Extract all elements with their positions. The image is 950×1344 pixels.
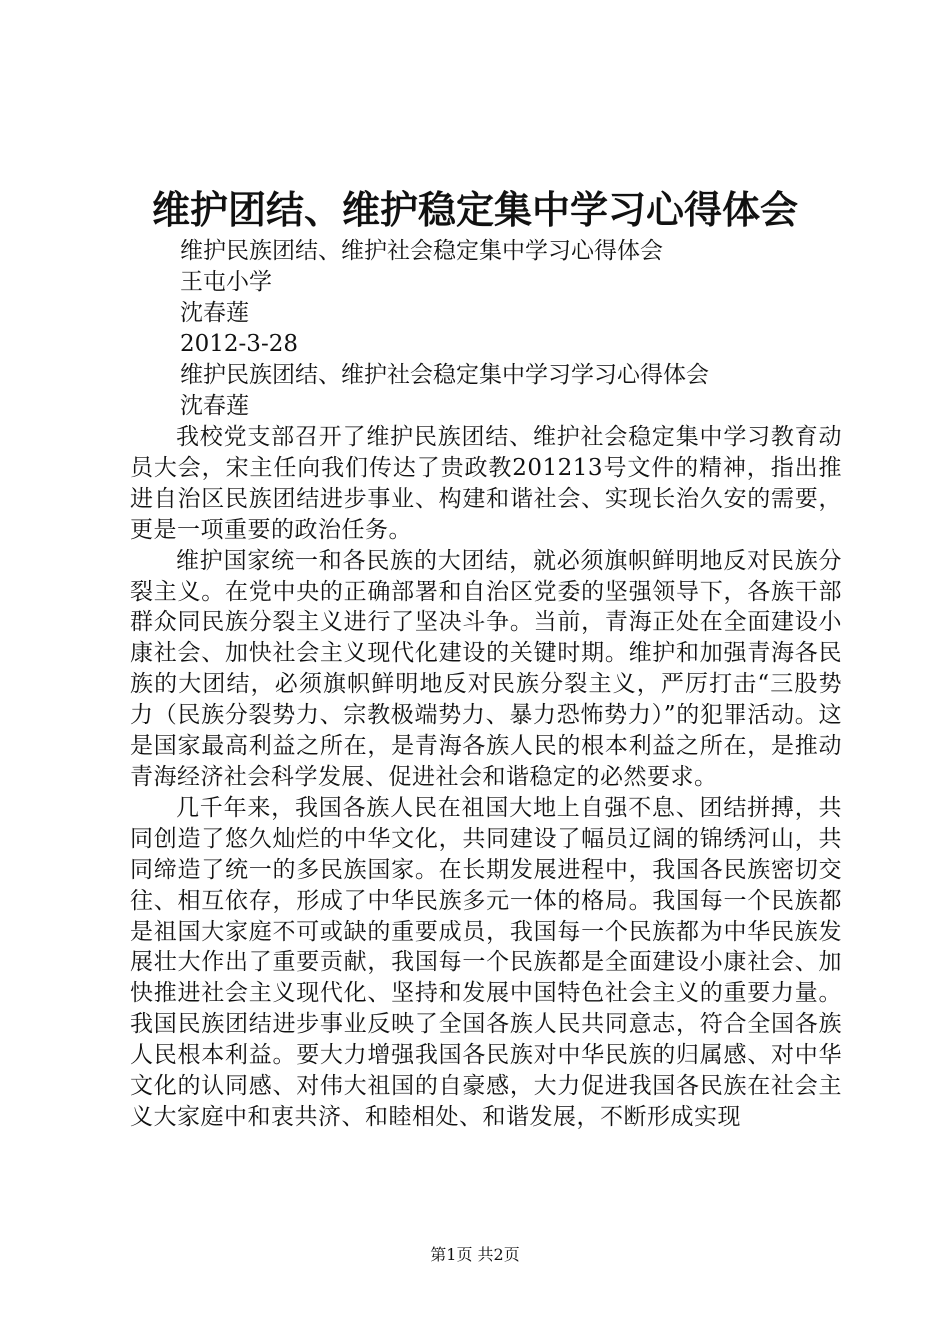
school-name: 王屯小学 (180, 269, 272, 295)
subtitle-line: 维护民族团结、维护社会稳定集中学习心得体会 (180, 238, 663, 264)
body-paragraph-2: 维护国家统一和各民族的大团结，就必须旗帜鲜明地反对民族分裂主义。在党中央的正确部署和自治区党委的坚强领导下，各族干部群众同民族分裂主义进行了坚决斗争。当前，青海正处在全面建设小康社会、加快社会主义现代化建设的关键时期。维护和加强青海各民族的大团结，必须旗帜鲜明地反对民族分裂主义，严厉打击“三股势力（民族分裂势力、宗教极端势力、暴力恐怖势力）”的犯罪活动。这是国家最高利益之所在，是青海各族人民的根本利益之所在，是推动青海经济社会科学发展、促进社会和谐稳定的必然要求。 (130, 547, 842, 790)
page-footer: 第1页 共2页 (430, 1245, 520, 1264)
section-author: 沈春莲 (180, 393, 249, 419)
body-paragraph-3: 几千年来，我国各族人民在祖国大地上自强不息、团结拼搏，共同创造了悠久灿烂的中华文化，共同建设了幅员辽阔的锦绣河山，共同缔造了统一的多民族国家。在长期发展进程中，我国各民族密切交往、相互依存，形成了中华民族多元一体的格局。我国每一个民族都是祖国大家庭不可或缺的重要成员，我国每一个民族都为中华民族发展壮大作出了重要贡献，我国每一个民族都是全面建设小康社会、加快推进社会主义现代化、坚持和发展中国特色社会主义的重要力量。我国民族团结进步事业反映了全国各族人民共同意志，符合全国各族人民根本利益。要大力增强我国各民族对中华民族的归属感、对中华文化的认同感、对伟大祖国的自豪感，大力促进我国各民族在社会主义大家庭中和衷共济、和睦相处、和谐发展，不断形成实现 (130, 794, 842, 1130)
document-body (130, 422, 842, 1133)
document-date: 2012-3-28 (180, 331, 298, 357)
document-title: 维护团结、维护稳定集中学习心得体会 (151, 187, 798, 232)
body-paragraph-1: 我校党支部召开了维护民族团结、维护社会稳定集中学习教育动员大会，宋主任向我们传达了贵政教201213号文件的精神，指出推进自治区民族团结进步事业、构建和谐社会、实现长治久安的需要，更是一项重要的政治任务。 (130, 424, 842, 543)
section-heading: 维护民族团结、维护社会稳定集中学习学习心得体会 (180, 362, 709, 388)
document-meta (180, 236, 880, 422)
author-name: 沈春莲 (180, 300, 249, 326)
